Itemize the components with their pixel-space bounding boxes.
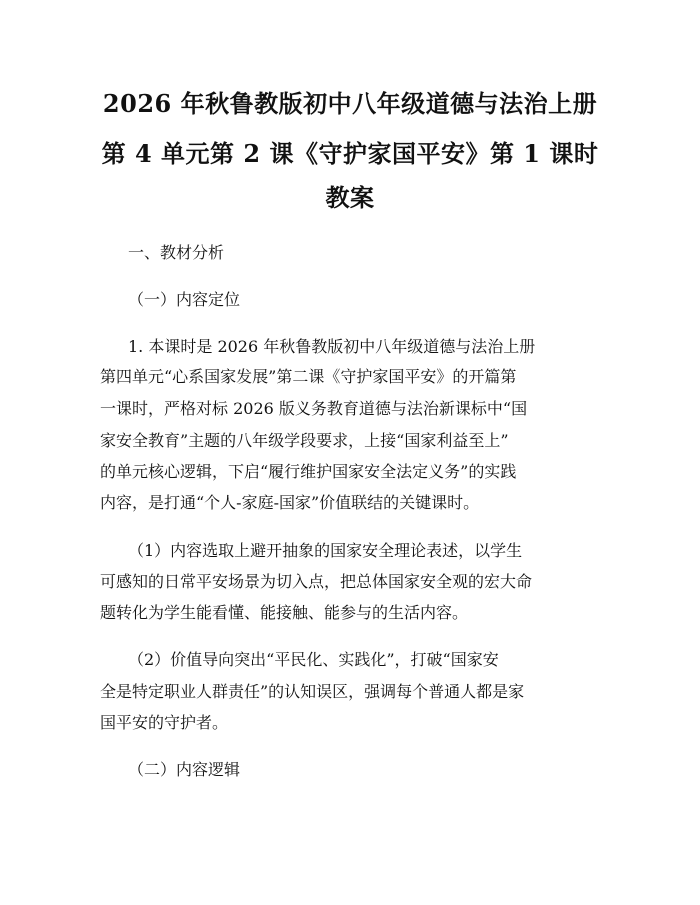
document-title-line-1: 2026 年秋鲁教版初中八年级道德与法治上册: [102, 89, 598, 118]
subsection-heading-content-logic: （二）内容逻辑: [128, 760, 241, 779]
paragraph-line: 可感知的日常平安场景为切入点，把总体国家安全观的宏大命: [100, 572, 533, 591]
section-heading-teaching-material-analysis: 一、教材分析: [128, 243, 225, 262]
paragraph-line: 第四单元“心系国家发展”第二课《守护家国平安》的开篇第: [100, 367, 517, 386]
paragraph-line: （2）价值导向突出“平民化、实践化”，打破“国家安: [128, 650, 499, 669]
document-title-line-2: 第 4 单元第 2 课《守护家国平安》第 1 课时: [101, 139, 599, 168]
paragraph-line: 的单元核心逻辑，下启“履行维护国家安全法定义务”的实践: [100, 462, 517, 481]
paragraph-line: 1. 本课时是 2026 年秋鲁教版初中八年级道德与法治上册: [128, 337, 536, 356]
paragraph-line: 全是特定职业人群责任”的认知误区，强调每个普通人都是家: [100, 682, 525, 701]
paragraph-line: 家安全教育”主题的八年级学段要求，上接“国家利益至上”: [100, 431, 509, 450]
paragraph-line: 国平安的守护者。: [100, 713, 229, 732]
paragraph-line: 题转化为学生能看懂、能接触、能参与的生活内容。: [100, 603, 469, 622]
subsection-heading-content-positioning: （一）内容定位: [128, 290, 241, 309]
paragraph-line: 内容，是打通“个人-家庭-国家”价值联结的关键课时。: [100, 493, 480, 512]
paragraph-line: （1）内容选取上避开抽象的国家安全理论表述，以学生: [128, 541, 523, 560]
paragraph-line: 一课时，严格对标 2026 版义务教育道德与法治新课标中“国: [100, 399, 528, 418]
document-title-line-3: 教案: [325, 183, 375, 212]
